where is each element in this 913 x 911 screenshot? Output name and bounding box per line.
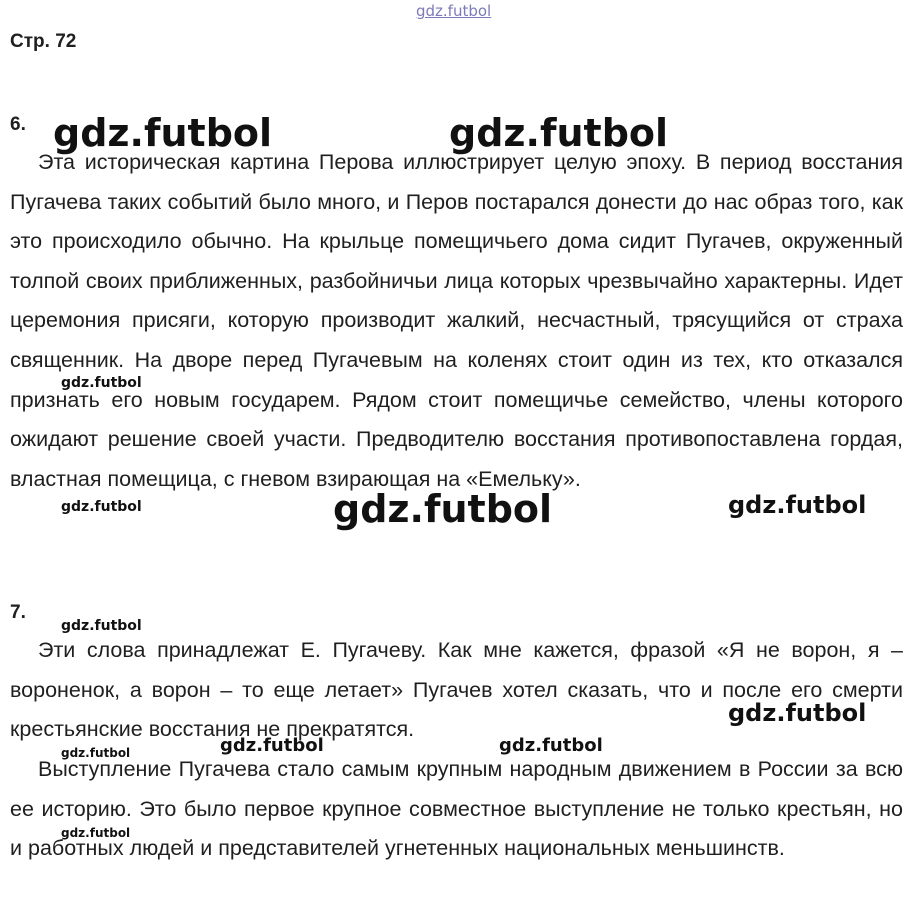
watermark: gdz.futbol [53, 111, 273, 155]
watermark: gdz.futbol [220, 735, 324, 756]
answer-paragraph: Эта историческая картина Перова иллюстрирует целую эпоху. В период восстания Пугачева таких событий было много, и Перов постарался донести до нас образ того, как это происходило обычно. На крыльце помещичьего дома сидит Пугачев, окруженный толпой своих приближенных, разбойничьи лица которых чрезвычайно характерны. Идет церемония присяги, которую производит жалкий, несчастный, трясущийся от страха священник. На дворе перед Пугачевым на коленях стоит один из тех, кто отказался признать его новым государем. Рядом стоит помещичье семейство, члены которого ожидают решение своей участи. Предводителю восстания противопоставлена гордая, властная помещица, с гневом взирающая на «Емельку». [10, 150, 903, 491]
answer-paragraph: Выступление Пугачева стало самым крупным народным движением в России за всю ее историю. Это было первое крупное совместное выступление не только крестьян, но и работных людей и представителей угнетенных национальных меньшинств. [10, 757, 903, 861]
watermark: gdz.futbol [61, 746, 131, 760]
watermark: gdz.futbol [499, 735, 603, 756]
answer-paragraph: Эти слова принадлежат Е. Пугачеву. Как мне кажется, фразой «Я не ворон, я – вороненок, а ворон – то еще летает» Пугачев хотел сказать, что и после его смерти крестьянские восстания не прекратятся. [10, 638, 903, 742]
watermark: gdz.futbol [61, 499, 142, 515]
watermark: gdz.futbol [61, 826, 131, 840]
watermark: gdz.futbol [728, 699, 867, 727]
watermark: gdz.futbol [449, 111, 669, 155]
watermark: gdz.futbol [61, 375, 142, 391]
watermark: gdz.futbol [333, 487, 553, 531]
watermark-top[interactable]: gdz.futbol [416, 2, 492, 20]
watermark: gdz.futbol [61, 618, 142, 634]
page-heading: Стр. 72 [10, 31, 77, 52]
watermark: gdz.futbol [728, 491, 867, 519]
question-number: 7. [10, 602, 26, 623]
question-number: 6. [10, 114, 26, 135]
